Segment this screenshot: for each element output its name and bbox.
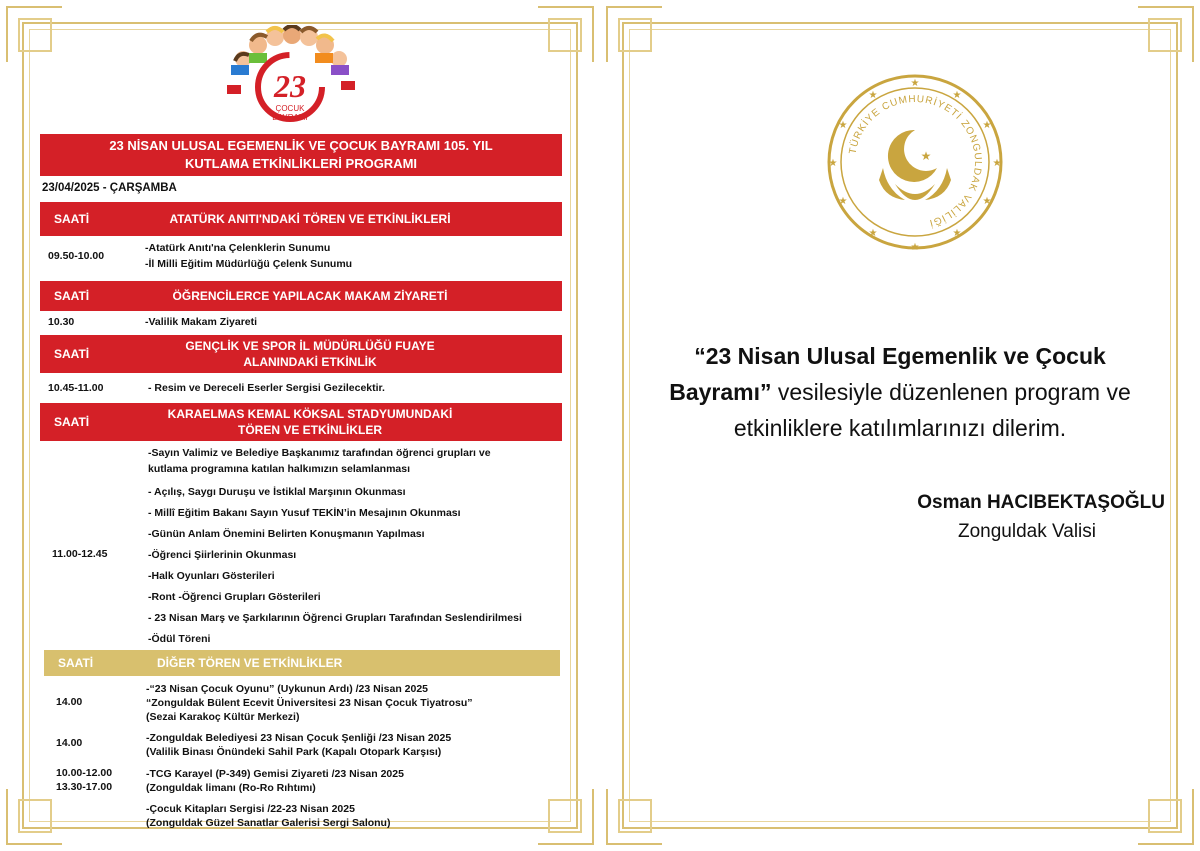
logo-line1: ÇOCUK <box>275 104 305 113</box>
section-title: ATATÜRK ANITI'NDAKİ TÖREN VE ETKİNLİKLERİ <box>169 212 451 226</box>
svg-text:★: ★ <box>838 120 848 131</box>
section-header-ataturk <box>40 202 562 236</box>
svg-text:★: ★ <box>828 158 838 169</box>
program-title <box>40 134 562 176</box>
list-item: - 23 Nisan Marş ve Şarkılarının Öğrenci Grupları Tarafından Seslendirilmesi <box>148 612 522 624</box>
svg-text:★: ★ <box>910 78 920 89</box>
greeting-message <box>640 338 1160 446</box>
frame-corner-ornament <box>606 789 662 845</box>
program-date: 23/04/2025 - ÇARŞAMBA <box>42 182 177 194</box>
program-title-line1: 23 NİSAN ULUSAL EGEMENLİK VE ÇOCUK BAYRAMI 105. YIL <box>109 138 493 153</box>
list-item: -Ödül Töreni <box>148 633 211 645</box>
frame-corner-ornament <box>538 789 594 845</box>
svg-text:★: ★ <box>992 158 1002 169</box>
valilik-seal-icon <box>825 72 1005 252</box>
time-cell: 14.00 <box>56 737 83 749</box>
signature-name: Osman HACIBEKTAŞOĞLU <box>917 492 1165 513</box>
message-panel <box>600 0 1200 851</box>
section-header-makam <box>40 281 562 311</box>
frame-corner-ornament <box>6 789 62 845</box>
crescent-star-icon <box>879 130 951 200</box>
section-header-genclik <box>40 335 562 373</box>
svg-text:★: ★ <box>952 228 962 239</box>
section-title-line2: ALANINDAKİ ETKİNLİK <box>243 355 377 369</box>
svg-text:★: ★ <box>982 196 992 207</box>
time-cell: 10.45-11.00 <box>48 382 104 394</box>
seal-text: TÜRKİYE CUMHURİYETİ ZONGULDAK VALİLİĞİ <box>847 93 984 229</box>
cocuk-bayrami-logo <box>225 25 355 133</box>
list-item: -Ront -Öğrenci Grupları Gösterileri <box>148 591 321 603</box>
time-cell: 11.00-12.45 <box>52 548 108 560</box>
list-item: -TCG Karayel (P-349) Gemisi Ziyareti /23 Nisan 2025 <box>146 768 404 780</box>
list-item: (Zonguldak limanı (Ro-Ro Rıhtımı) <box>146 782 316 794</box>
time-cell: 10.30 <box>48 316 75 328</box>
saati-label: SAATİ <box>54 347 90 361</box>
frame-corner-ornament <box>1138 789 1194 845</box>
list-item: -Halk Oyunları Gösterileri <box>148 570 275 582</box>
list-item: (Zonguldak Güzel Sanatlar Galerisi Sergi Salonu) <box>146 817 391 829</box>
list-item: -Valilik Makam Ziyareti <box>145 316 258 328</box>
section-title: KARAELMAS KEMAL KÖKSAL STADYUMUNDAKİ <box>167 407 453 421</box>
list-item: -Atatürk Anıtı'na Çelenklerin Sunumu <box>145 242 331 254</box>
list-item: -Zonguldak Belediyesi 23 Nisan Çocuk Şenliği /23 Nisan 2025 <box>146 732 452 744</box>
list-item: -Öğrenci Şiirlerinin Okunması <box>148 549 297 561</box>
section-header-diger <box>44 650 560 676</box>
section-title: DİĞER TÖREN VE ETKİNLİKLER <box>157 656 343 670</box>
list-item: (Valilik Binası Önündeki Sahil Park (Kapalı Otopark Karşısı) <box>146 746 442 758</box>
svg-text:★: ★ <box>838 196 848 207</box>
section-header-stadyum <box>40 403 562 441</box>
section-title: GENÇLİK VE SPOR İL MÜDÜRLÜĞÜ FUAYE <box>185 339 435 353</box>
saati-label: SAATİ <box>54 212 90 226</box>
svg-text:★: ★ <box>920 149 932 163</box>
saati-label: SAATİ <box>54 415 90 429</box>
list-item: (Sezai Karakoç Kültür Merkezi) <box>146 711 300 723</box>
list-item: - Açılış, Saygı Duruşu ve İstiklal Marşının Okunması <box>148 486 406 498</box>
time-cell: 14.00 <box>56 696 83 708</box>
logo-number: 23 <box>274 68 306 104</box>
signature-title: Zonguldak Valisi <box>957 521 1096 542</box>
svg-text:★: ★ <box>952 90 962 101</box>
message-rest: vesilesiyle düzenlenen program ve etkinliklere katılımlarınızı dilerim. <box>733 379 1131 441</box>
program-title-line2: KUTLAMA ETKİNLİKLERİ PROGRAMI <box>184 156 418 171</box>
svg-text:★: ★ <box>868 90 878 101</box>
svg-text:★: ★ <box>982 120 992 131</box>
list-item: “Zonguldak Bülent Ecevit Üniversitesi 23 Nisan Çocuk Tiyatrosu” <box>146 697 473 709</box>
time-cell: 09.50-10.00 <box>48 250 105 262</box>
list-item: -“23 Nisan Çocuk Oyunu” (Uykunun Ardı) /23 Nisan 2025 <box>146 683 429 695</box>
svg-text:★: ★ <box>910 242 920 252</box>
svg-text:★: ★ <box>868 228 878 239</box>
list-item: -İl Milli Eğitim Müdürlüğü Çelenk Sunumu <box>145 258 353 270</box>
frame-corner-ornament <box>538 6 594 62</box>
logo-line2: BAYRAMI <box>272 113 308 122</box>
svg-text:TÜRKİYE CUMHURİYETİ ZONGULDAK <box>848 94 984 230</box>
list-item: - Resim ve Dereceli Eserler Sergisi Gezilecektir. <box>148 382 385 394</box>
time-cell-2: 13.30-17.00 <box>56 781 113 793</box>
message-bold: “23 Nisan Ulusal Egemenlik ve Çocuk Bayramı” <box>669 343 1106 405</box>
section-title-line2: TÖREN VE ETKİNLİKLER <box>237 423 382 437</box>
frame-corner-ornament <box>6 6 62 62</box>
list-item: - Millî Eğitim Bakanı Sayın Yusuf TEKİN’in Mesajının Okunması <box>148 507 461 519</box>
list-item: -Günün Anlam Önemini Belirten Konuşmanın Yapılması <box>148 528 425 540</box>
frame-corner-ornament <box>606 6 662 62</box>
list-item: -Sayın Valimiz ve Belediye Başkanımız tarafından öğrenci grupları ve <box>148 447 491 459</box>
list-item: -Çocuk Kitapları Sergisi /22-23 Nisan 2025 <box>146 803 355 815</box>
list-item: kutlama programına katılan halkımızın selamlanması <box>148 463 411 475</box>
saati-label: SAATİ <box>54 289 90 303</box>
frame-corner-ornament <box>1138 6 1194 62</box>
section-title: ÖĞRENCİLERCE YAPILACAK MAKAM ZİYARETİ <box>172 289 448 303</box>
time-cell: 10.00-12.00 <box>56 767 113 779</box>
saati-label: SAATİ <box>58 656 94 670</box>
